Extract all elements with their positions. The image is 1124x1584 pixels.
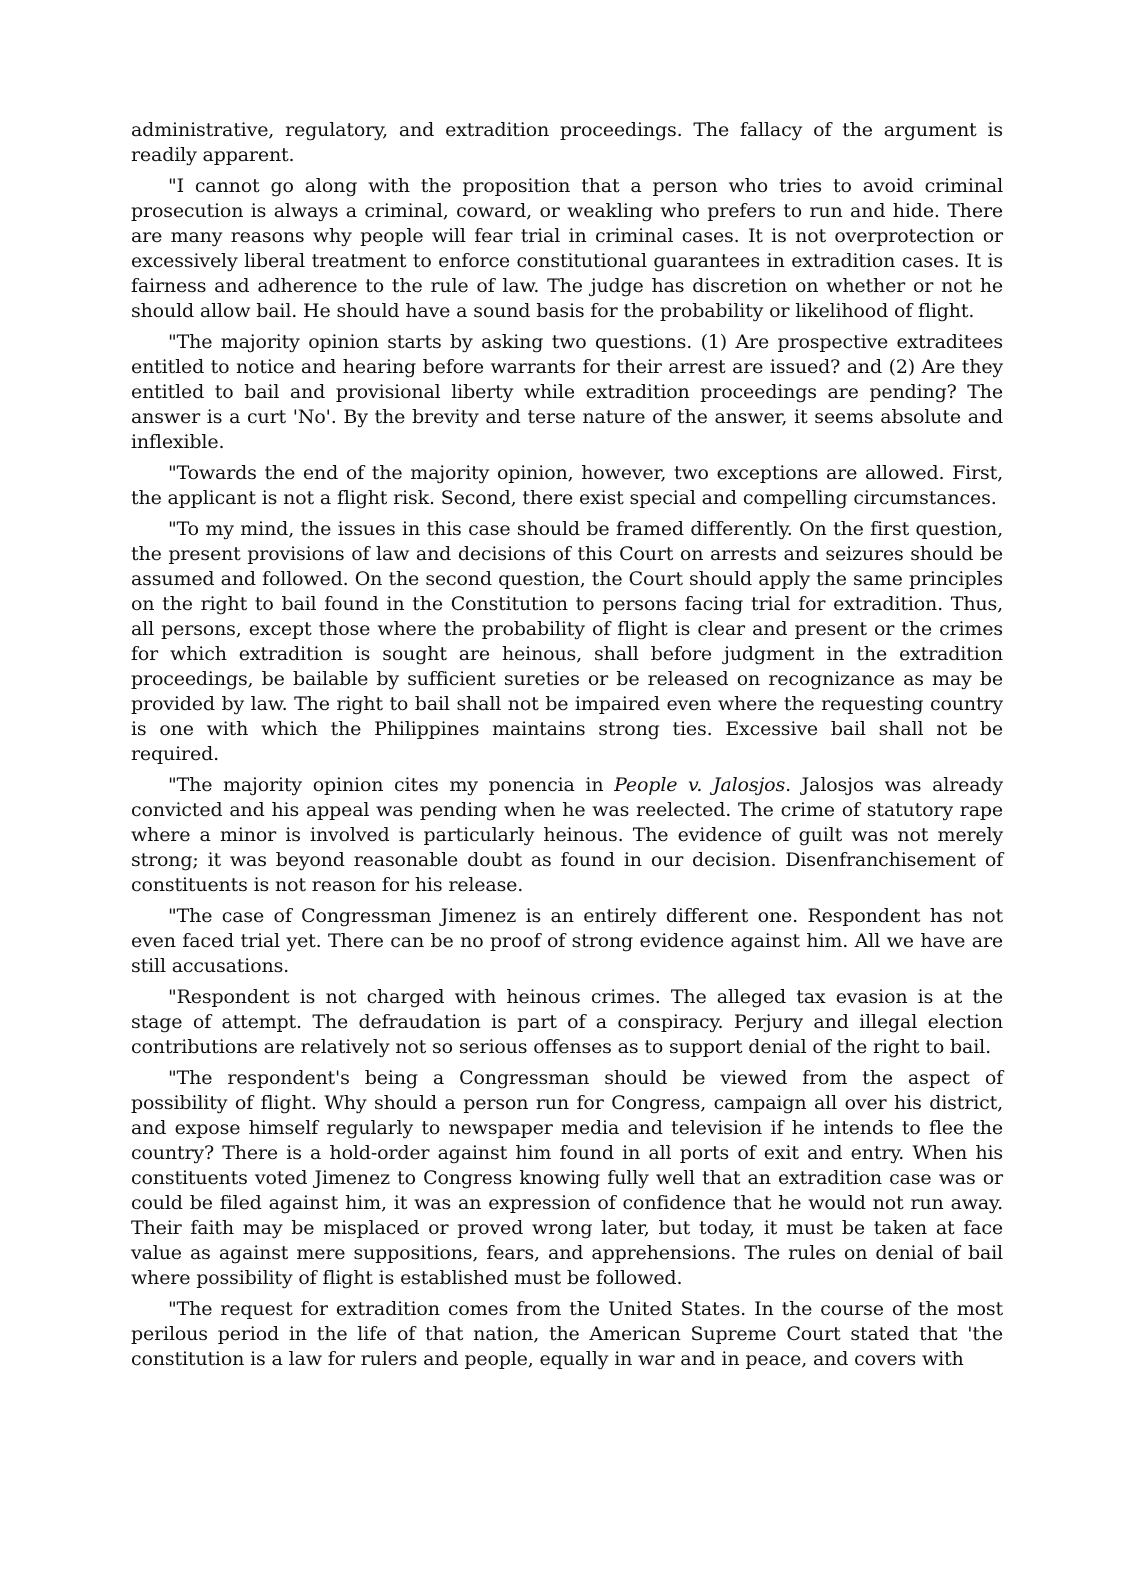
document-page	[131, 118, 1003, 1378]
paragraph	[131, 461, 1003, 511]
paragraph-text: "To my mind, the issues in this case should be framed differently. On the first question, the present provisions of law and decisions of this Court on arrests and seizures should be assumed and followed. On the second question, the Court should apply the same principles on the right to bail found in the Constitution to persons facing trial for extradition. Thus, all persons, except those where the probability of flight is clear and present or the crimes for which extradition is sought are heinous, shall before judgment in the extradition proceedings, be bailable by sufficient sureties or be released on recognizance as may be provided by law. The right to bail shall not be impaired even where the requesting country is one with which the Philippines maintains strong ties. Excessive bail shall not be required.	[131, 518, 1003, 765]
paragraph	[131, 1066, 1003, 1291]
case-citation: People v. Jalosjos	[614, 774, 786, 796]
paragraph-text: "Towards the end of the majority opinion, however, two exceptions are allowed. First, the applicant is not a flight risk. Second, there exist special and compelling circumstances.	[131, 462, 1003, 509]
paragraph-text: . Jalosjos was already convicted and his appeal was pending when he was reelected. The crime of statutory rape where a minor is involved is particularly heinous. The evidence of guilt was not merely strong; it was beyond reasonable doubt as found in our decision. Disenfranchisement of constituents is not reason for his release.	[131, 774, 1003, 896]
paragraph-text: "Respondent is not charged with heinous crimes. The alleged tax evasion is at the stage of attempt. The defraudation is part of a conspiracy. Perjury and illegal election contributions are relatively not so serious offenses as to support denial of the right to bail.	[131, 986, 1003, 1058]
paragraph	[131, 174, 1003, 324]
paragraph-text: "I cannot go along with the proposition that a person who tries to avoid criminal prosecution is always a criminal, coward, or weakling who prefers to run and hide. There are many reasons why people will fear trial in criminal cases. It is not overprotection or excessively liberal treatment to enforce constitutional guarantees in extradition cases. It is fairness and adherence to the rule of law. The judge has discretion on whether or not he should allow bail. He should have a sound basis for the probability or likelihood of flight.	[131, 175, 1003, 322]
paragraph-text: "The respondent's being a Congressman should be viewed from the aspect of possibility of flight. Why should a person run for Congress, campaign all over his district, and expose himself regularly to newspaper media and television if he intends to flee the country? There is a hold-order against him found in all ports of exit and entry. When his constituents voted Jimenez to Congress knowing fully well that an extradition case was or could be filed against him, it was an expression of confidence that he would not run away. Their faith may be misplaced or proved wrong later, but today, it must be taken at face value as against mere suppositions, fears, and apprehensions. The rules on denial of bail where possibility of flight is established must be followed.	[131, 1067, 1003, 1289]
paragraph-text: "The request for extradition comes from the United States. In the course of the most perilous period in the life of that nation, the American Supreme Court stated that 'the constitution is a law for rulers and people, equally in war and in peace, and covers with	[131, 1298, 1003, 1370]
paragraph	[131, 985, 1003, 1060]
paragraph	[131, 517, 1003, 767]
paragraph-text: "The majority opinion starts by asking two questions. (1) Are prospective extraditees entitled to notice and hearing before warrants for their arrest are issued? and (2) Are they entitled to bail and provisional liberty while extradition proceedings are pending? The answer is a curt 'No'. By the brevity and terse nature of the answer, it seems absolute and inflexible.	[131, 331, 1003, 453]
paragraph	[131, 773, 1003, 898]
paragraph-text: "The case of Congressman Jimenez is an entirely different one. Respondent has not even faced trial yet. There can be no proof of strong evidence against him. All we have are still accusations.	[131, 905, 1003, 977]
paragraph	[131, 904, 1003, 979]
paragraph	[131, 118, 1003, 168]
paragraph-text: administrative, regulatory, and extradition proceedings. The fallacy of the argument is readily apparent.	[131, 119, 1003, 166]
paragraph-text: "The majority opinion cites my ponencia in	[168, 774, 615, 796]
paragraph	[131, 330, 1003, 455]
paragraph	[131, 1297, 1003, 1372]
